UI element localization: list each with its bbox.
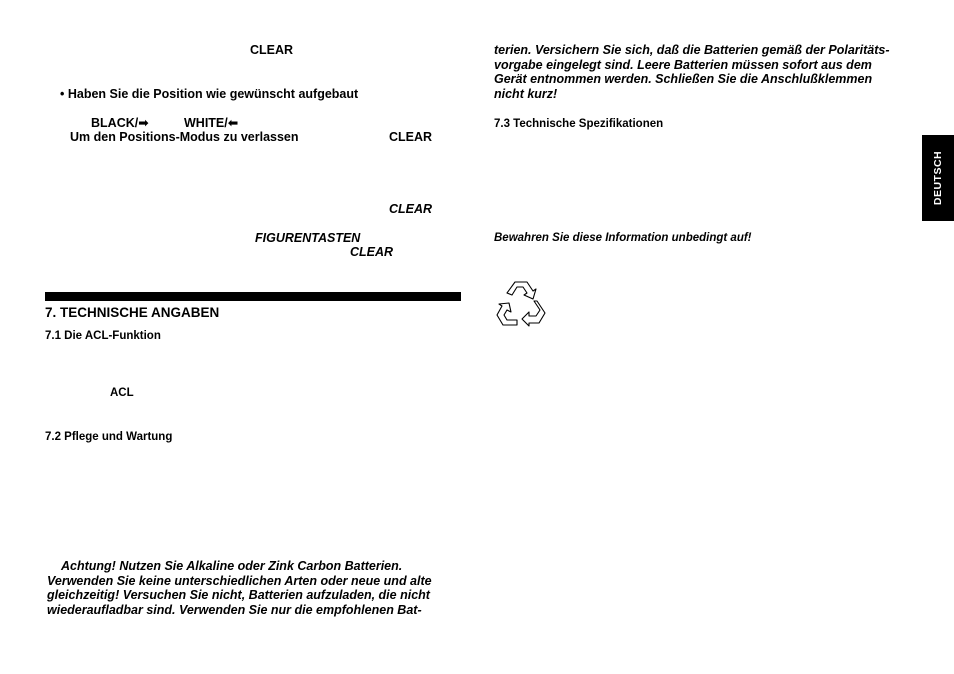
clear-label: CLEAR — [350, 245, 394, 259]
figurentasten-label: FIGURENTASTEN — [255, 231, 361, 245]
section-divider-bar — [45, 292, 461, 301]
warning-line: terien. Versichern Sie sich, daß die Batterien gemäß der Polaritäts- — [494, 43, 890, 57]
clear-label: CLEAR — [389, 202, 433, 216]
bullet-position-text: • Haben Sie die Position wie gewünscht aufgebaut — [60, 87, 359, 101]
warning-line: wiederaufladbar sind. Verwenden Sie nur die empfohlenen Bat- — [47, 602, 422, 617]
clear-label: CLEAR — [389, 130, 433, 144]
warning-line: Verwenden Sie keine unterschiedlichen Arten oder neue und alte — [47, 573, 432, 588]
keep-information-note: Bewahren Sie diese Information unbedingt auf! — [494, 232, 752, 244]
subheading-7-2: 7.2 Pflege und Wartung — [45, 431, 173, 443]
warning-line: Achtung! Nutzen Sie Alkaline oder Zink Carbon Batterien. — [61, 559, 403, 573]
subheading-7-1: 7.1 Die ACL-Funktion — [45, 330, 161, 342]
battery-warning-continued — [494, 43, 890, 101]
language-tab — [922, 135, 954, 221]
recycle-icon — [493, 279, 549, 333]
black-key-label: BLACK/➡ — [91, 116, 149, 130]
warning-line: vorgabe eingelegt sind. Leere Batterien müssen sofort aus dem — [494, 57, 872, 72]
leave-position-mode-text: Um den Positions-Modus zu verlassen — [70, 130, 299, 144]
warning-line: nicht kurz! — [494, 86, 558, 101]
white-key-label: WHITE/⬅ — [184, 116, 239, 130]
section-heading: 7. TECHNISCHE ANGABEN — [45, 305, 220, 320]
subheading-7-3: 7.3 Technische Spezifikationen — [494, 118, 664, 130]
battery-warning-paragraph — [47, 559, 432, 617]
warning-line: gleichzeitig! Versuchen Sie nicht, Batterien aufzuladen, die nicht — [47, 588, 430, 602]
acl-label: ACL — [110, 387, 134, 399]
language-tab-label: DEUTSCH — [932, 150, 944, 206]
warning-line: Gerät entnommen werden. Schließen Sie die Anschlußklemmen — [494, 72, 873, 86]
clear-label: CLEAR — [250, 43, 294, 57]
